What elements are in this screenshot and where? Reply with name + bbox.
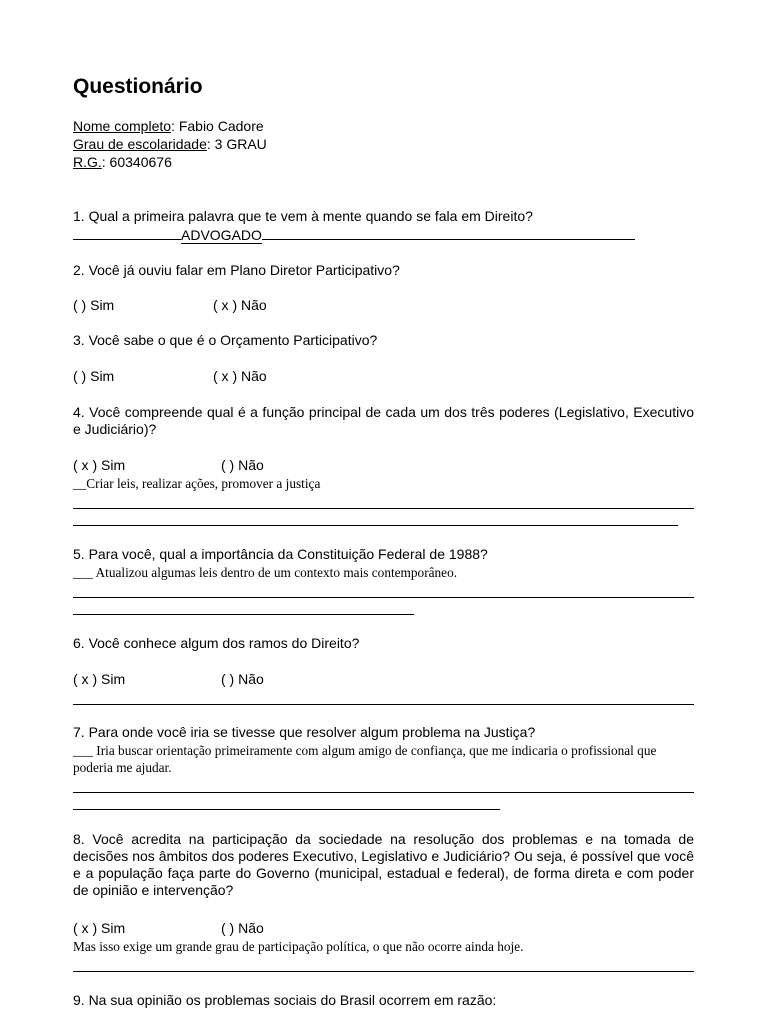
rg-line (73, 154, 172, 171)
q3-text: 3. Você sabe o que é o Orçamento Participativo? (73, 332, 378, 348)
name-value: : Fabio Cadore (171, 118, 264, 134)
name-label: Nome completo (73, 118, 172, 134)
q4-answer-line (73, 475, 320, 492)
school-value: : 3 GRAU (206, 136, 267, 152)
q1-text: 1. Qual a primeira palavra que te vem à mente quando se fala em Direito? (73, 208, 533, 224)
q6-text: 6. Você conhece algum dos ramos do Direito? (73, 635, 360, 651)
answer-line (73, 704, 694, 705)
q7-answer-prefix: ___ (73, 743, 97, 758)
rg-value: : 60340676 (101, 154, 172, 170)
q5-answer-prefix: ___ (73, 565, 96, 580)
q4-answer-prefix: __ (73, 476, 87, 491)
school-line (73, 136, 267, 153)
q7-text: 7. Para onde você iria se tivesse que resolver algum problema na Justiça? (73, 724, 536, 740)
q1-answer: ADVOGADO (181, 227, 262, 243)
answer-line (73, 525, 678, 526)
school-label: Grau de escolaridade (73, 136, 207, 152)
blank-line (73, 226, 181, 240)
answer-line (73, 971, 694, 972)
q3-option-no: ( x ) Não (213, 368, 267, 384)
answer-line (73, 809, 500, 810)
q9-text: 9. Na sua opinião os problemas sociais do Brasil ocorrem em razão: (73, 992, 497, 1008)
answer-line (73, 508, 694, 509)
q5-answer-line (73, 564, 457, 581)
q8-text: 8. Você acredita na participação da sociedade na resolução dos problemas e na tomada de decisões nos âmbitos dos poderes Executivo, Legislativo e Judiciário? Ou seja, é possível que você e a população faça parte do Governo (municipal, estadual e federal), de forma direta e com poder de opinião e intervenção? (73, 831, 694, 898)
q6-option-no: ( ) Não (221, 671, 264, 687)
q5-text: 5. Para você, qual a importância da Constituição Federal de 1988? (73, 546, 488, 562)
q4-option-no: ( ) Não (221, 457, 264, 473)
q2-text: 2. Você já ouviu falar em Plano Diretor Participativo? (73, 262, 400, 278)
answer-line (73, 597, 694, 598)
q8-answer: Mas isso exige um grande grau de participação política, o que não ocorre ainda hoje. (73, 939, 524, 954)
q3-option-yes: ( ) Sim (73, 368, 115, 384)
blank-line (262, 226, 635, 240)
q5-answer: Atualizou algumas leis dentro de um contexto mais contemporâneo. (95, 565, 458, 580)
q1-answer-line (73, 226, 635, 244)
q8-option-no: ( ) Não (221, 920, 264, 936)
q4-answer: Criar leis, realizar ações, promover a justiça (86, 476, 321, 491)
q2-option-yes: ( ) Sim (73, 297, 115, 313)
rg-label: R.G. (73, 154, 102, 170)
answer-line (73, 792, 694, 793)
q7-answer: Iria buscar orientação primeiramente com algum amigo de confiança, que me indicaria o profissional que poderia me ajudar. (73, 743, 657, 775)
name-line (73, 118, 264, 135)
q4-option-yes: ( x ) Sim (73, 457, 126, 473)
q2-option-no: ( x ) Não (213, 297, 267, 313)
page-title: Questionário (73, 75, 203, 98)
answer-line (73, 614, 414, 615)
q7-answer-block (73, 742, 694, 776)
q4-text: 4. Você compreende qual é a função principal de cada um dos três poderes (Legislativo, Executivo e Judiciário)? (73, 404, 694, 437)
q6-option-yes: ( x ) Sim (73, 671, 126, 687)
q8-option-yes: ( x ) Sim (73, 920, 126, 936)
